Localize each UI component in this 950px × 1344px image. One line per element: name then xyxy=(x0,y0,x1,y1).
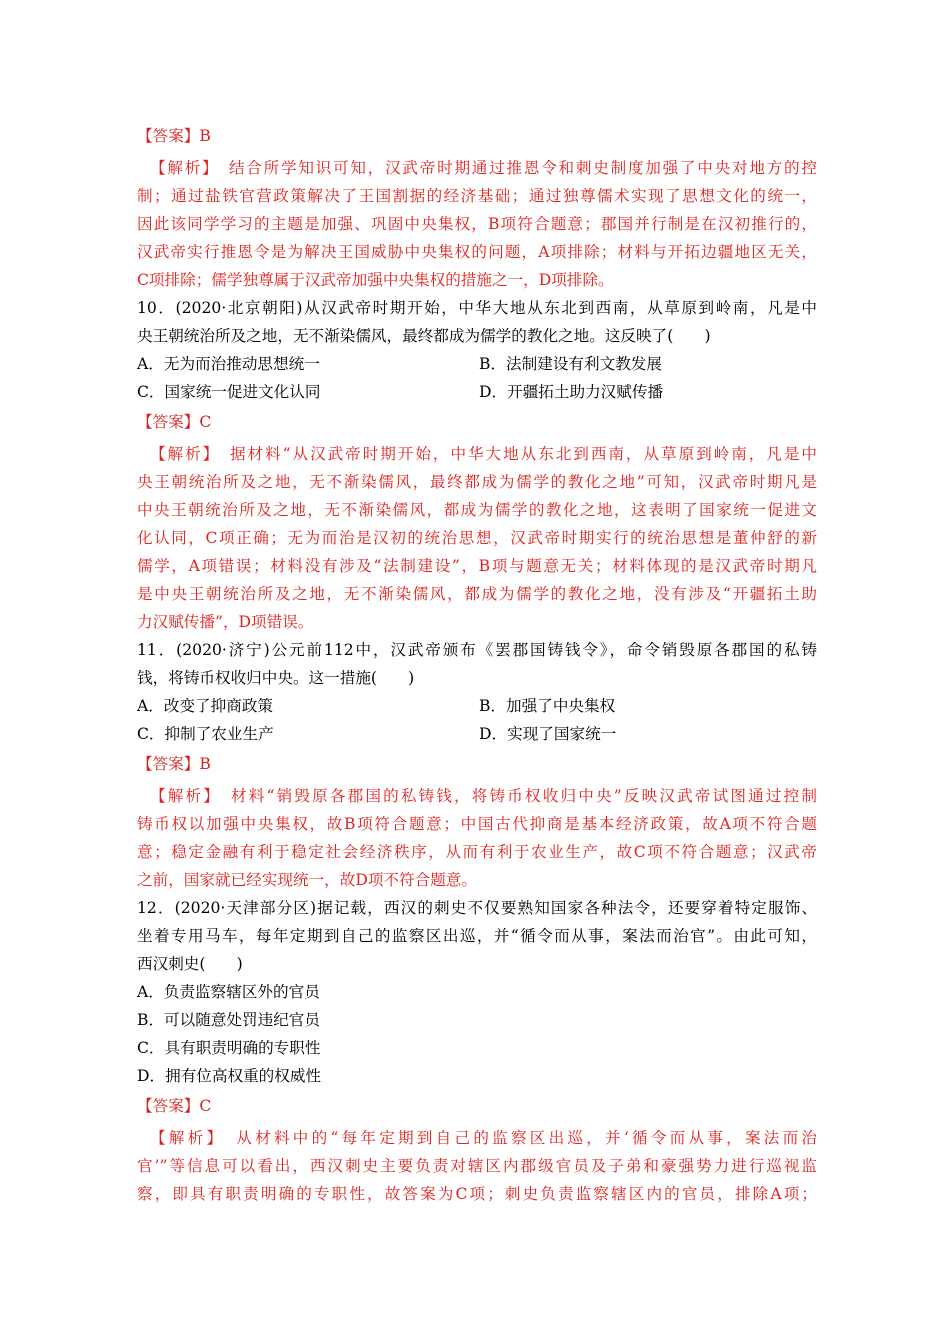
option-c: C．具有职责明确的专职性 xyxy=(137,1039,321,1057)
option-d: D．实现了国家统一 xyxy=(479,725,617,743)
answer-line xyxy=(137,750,817,778)
question-11-stem: 11．(2020·济宁)公元前112中，汉武帝颁布《罢郡国铸钱令》，命令销毁原各郡国的私铸 钱，将铸币权收归中央。这一措施( ) xyxy=(137,641,817,687)
answer-label: 【答案】 xyxy=(137,1097,200,1115)
question-10-options xyxy=(137,350,817,406)
answer-label: 【答案】 xyxy=(137,755,200,773)
option-a: A．改变了抑商政策 xyxy=(137,697,274,715)
option-d: D．开疆拓土助力汉赋传播 xyxy=(479,383,664,401)
analysis-block-body: 央王朝统治所及之地，无不渐染儒风，最终都成为儒学的教化之地”可知，汉武帝时期凡是 中央王朝统治所及之地，无不渐染儒风，都成为儒学的教化之地，这表明了国家统一促进文 化认同，C项正确；无为而治是汉初的统治思想，汉武帝时期实行的统治思想是董仲舒的新 儒学，A项错误；材料没有涉及“法制建设”，B项与题意无关；材料体现的是汉武帝时期凡 是中央王朝统治所及之地，无不渐染儒风，都成为儒学的教化之地，没有涉及“开疆拓土助 力汉赋传播”，D项错误。 xyxy=(137,473,817,631)
analysis-block: 【解析】 结合所学知识可知，汉武帝时期通过推恩令和刺史制度加强了中央对地方的控 xyxy=(150,159,817,177)
analysis-block: 【解析】 材料“销毁原各郡国的私铸钱，将铸币权收归中央”反映汉武帝试图通过控制 xyxy=(150,787,817,805)
question-11-options xyxy=(137,692,817,748)
answer-line xyxy=(137,122,817,150)
option-a: A．负责监察辖区外的官员 xyxy=(137,983,320,1001)
question-12-options xyxy=(137,978,817,1090)
question-10-stem: 10．(2020·北京朝阳)从汉武帝时期开始，中华大地从东北到西南，从草原到岭南，凡是中 央王朝统治所及之地，无不渐染儒风，最终都成为儒学的教化之地。这反映了( ) xyxy=(137,299,817,345)
option-c: C．国家统一促进文化认同 xyxy=(137,383,321,401)
answer-line xyxy=(137,1092,817,1120)
answer-line xyxy=(137,408,817,436)
answer-value: B xyxy=(199,755,211,773)
answer-value: B xyxy=(199,127,211,145)
analysis-block-body: 铸币权以加强中央集权，故B项符合题意；中国古代抑商是基本经济政策，故A项不符合题 意；稳定金融有利于稳定社会经济秩序，从而有利于农业生产，故C项不符合题意；汉武帝 之前，国家就已经实现统一，故D项不符合题意。 xyxy=(137,815,817,889)
analysis-block: 【解析】 据材料“从汉武帝时期开始，中华大地从东北到西南，从草原到岭南，凡是中 xyxy=(150,445,818,463)
answer-label: 【答案】 xyxy=(137,413,200,431)
analysis-block-body: 制；通过盐铁官营政策解决了王国割据的经济基础；通过独尊儒术实现了思想文化的统一， 因此该同学学习的主题是加强、巩固中央集权，B项符合题意；郡国并行制是在汉初推行的， 汉武帝实行推恩令是为解决王国威胁中央集权的问题，A项排除；材料与开拓边疆地区无关， C项排除；儒学独尊属于汉武帝加强中央集权的措施之一，D项排除。 xyxy=(137,187,817,289)
option-a: A．无为而治推动思想统一 xyxy=(137,355,320,373)
option-b: B．可以随意处罚违纪官员 xyxy=(137,1011,320,1029)
analysis-label: 【解析】 xyxy=(150,1129,218,1147)
option-b: B．法制建设有利文教发展 xyxy=(479,355,662,373)
answer-value: C xyxy=(199,1097,212,1115)
option-b: B．加强了中央集权 xyxy=(479,697,616,715)
analysis-label: 【解析】 xyxy=(150,787,214,805)
answer-label: 【答案】 xyxy=(137,127,200,145)
analysis-block-body: 官’”等信息可以看出，西汉刺史主要负责对辖区内郡级官员及子弟和豪强势力进行巡视监 察，即具有职责明确的专职性，故答案为C项；刺史负责监察辖区内的官员，排除A项； xyxy=(137,1157,817,1203)
answer-value: C xyxy=(199,413,212,431)
analysis-block: 【解析】 从材料中的“每年定期到自己的监察区出巡，并‘循令而从事，案法而治 xyxy=(150,1129,818,1147)
analysis-label: 【解析】 xyxy=(150,445,213,463)
analysis-label: 【解析】 xyxy=(150,159,212,177)
option-d: D．拥有位高权重的权威性 xyxy=(137,1067,322,1085)
question-12-stem: 12．(2020·天津部分区)据记载，西汉的刺史不仅要熟知国家各种法令，还要穿着特定服饰、 坐着专用马车，每年定期到自己的监察区出巡，并“循令而从事，案法而治官”。由此可知， 西汉刺史( ) xyxy=(137,899,817,973)
option-c: C．抑制了农业生产 xyxy=(137,725,274,743)
